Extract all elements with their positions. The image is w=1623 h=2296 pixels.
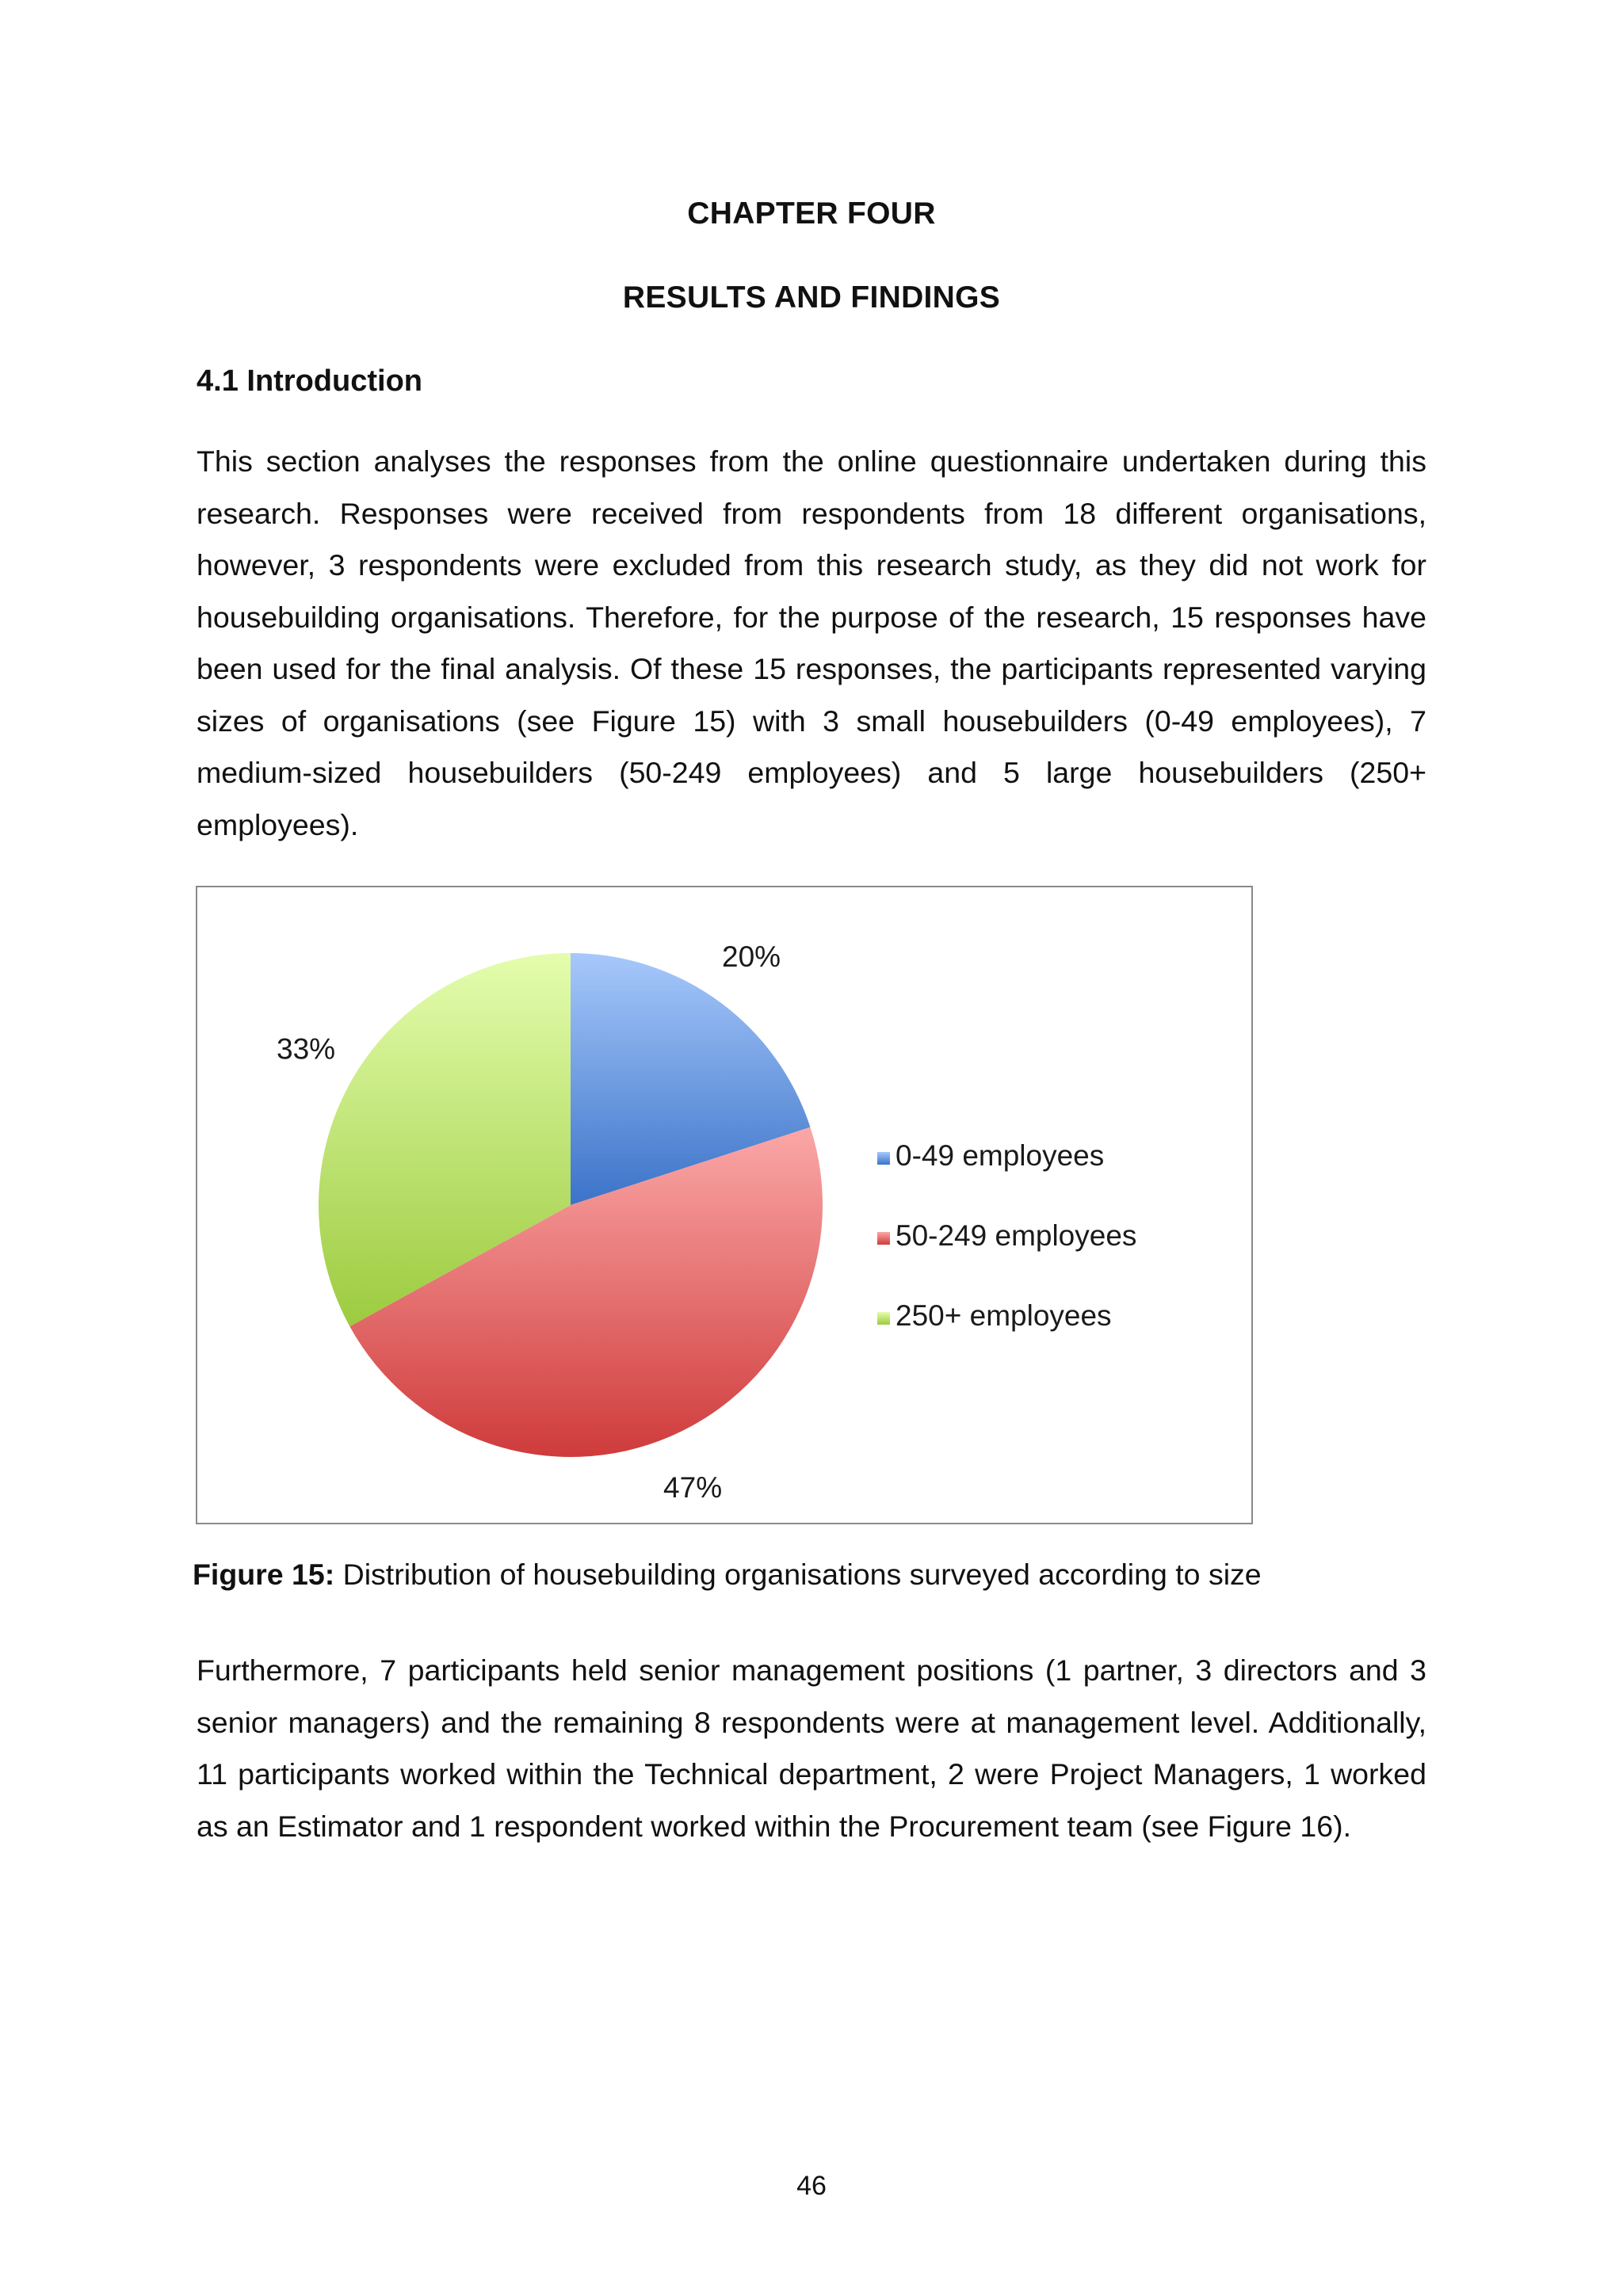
figure-caption-text: Distribution of housebuilding organisations surveyed according to size (334, 1558, 1262, 1591)
data-label-50-249: 47% (663, 1471, 723, 1505)
pie-chart (197, 887, 1251, 1523)
legend-swatch-250-plus (877, 1312, 890, 1325)
data-label-250-plus: 33% (277, 1032, 336, 1066)
chapter-subtitle: RESULTS AND FINDINGS (622, 280, 1001, 315)
legend-swatch-50-249 (877, 1232, 890, 1245)
section-heading: 4.1 Introduction (197, 364, 422, 398)
data-label-0-49: 20% (722, 940, 781, 974)
chapter-title: CHAPTER FOUR (687, 196, 936, 231)
legend-label-0-49: 0-49 employees (896, 1139, 1105, 1172)
figure-label: Figure 15: (193, 1558, 335, 1591)
figure-15-chart-box (196, 886, 1253, 1524)
intro-paragraph: This section analyses the responses from the online questionnaire undertaken during this research. Responses were received from respondents from 18 different organisations, however, 3 respondents were excluded from this research study, as they did not work for housebuilding organisations. Therefore, for the purpose of the research, 15 responses have been used for the final analysis. Of these 15 responses, the participants represented varying sizes of organisations (see Figure 15) with 3 small housebuilders (0-49 employees), 7 medium-sized housebuilders (50-249 employees) and 5 large housebuilders (250+ employees). (197, 444, 1426, 841)
legend-swatch-0-49 (877, 1152, 890, 1165)
figure-caption (193, 1558, 1262, 1592)
page-number: 46 (796, 2171, 827, 2201)
legend-label-250-plus: 250+ employees (896, 1299, 1112, 1332)
legend-label-50-249: 50-249 employees (896, 1219, 1137, 1252)
followup-paragraph: Furthermore, 7 participants held senior management positions (1 partner, 3 directors and 3 senior managers) and the remaining 8 respondents were at management level. Additionally, 11 participants worked within the Technical department, 2 were Project Managers, 1 worked as an Estimator and 1 respondent worked within the Procurement team (see Figure 16). (197, 1653, 1426, 1843)
